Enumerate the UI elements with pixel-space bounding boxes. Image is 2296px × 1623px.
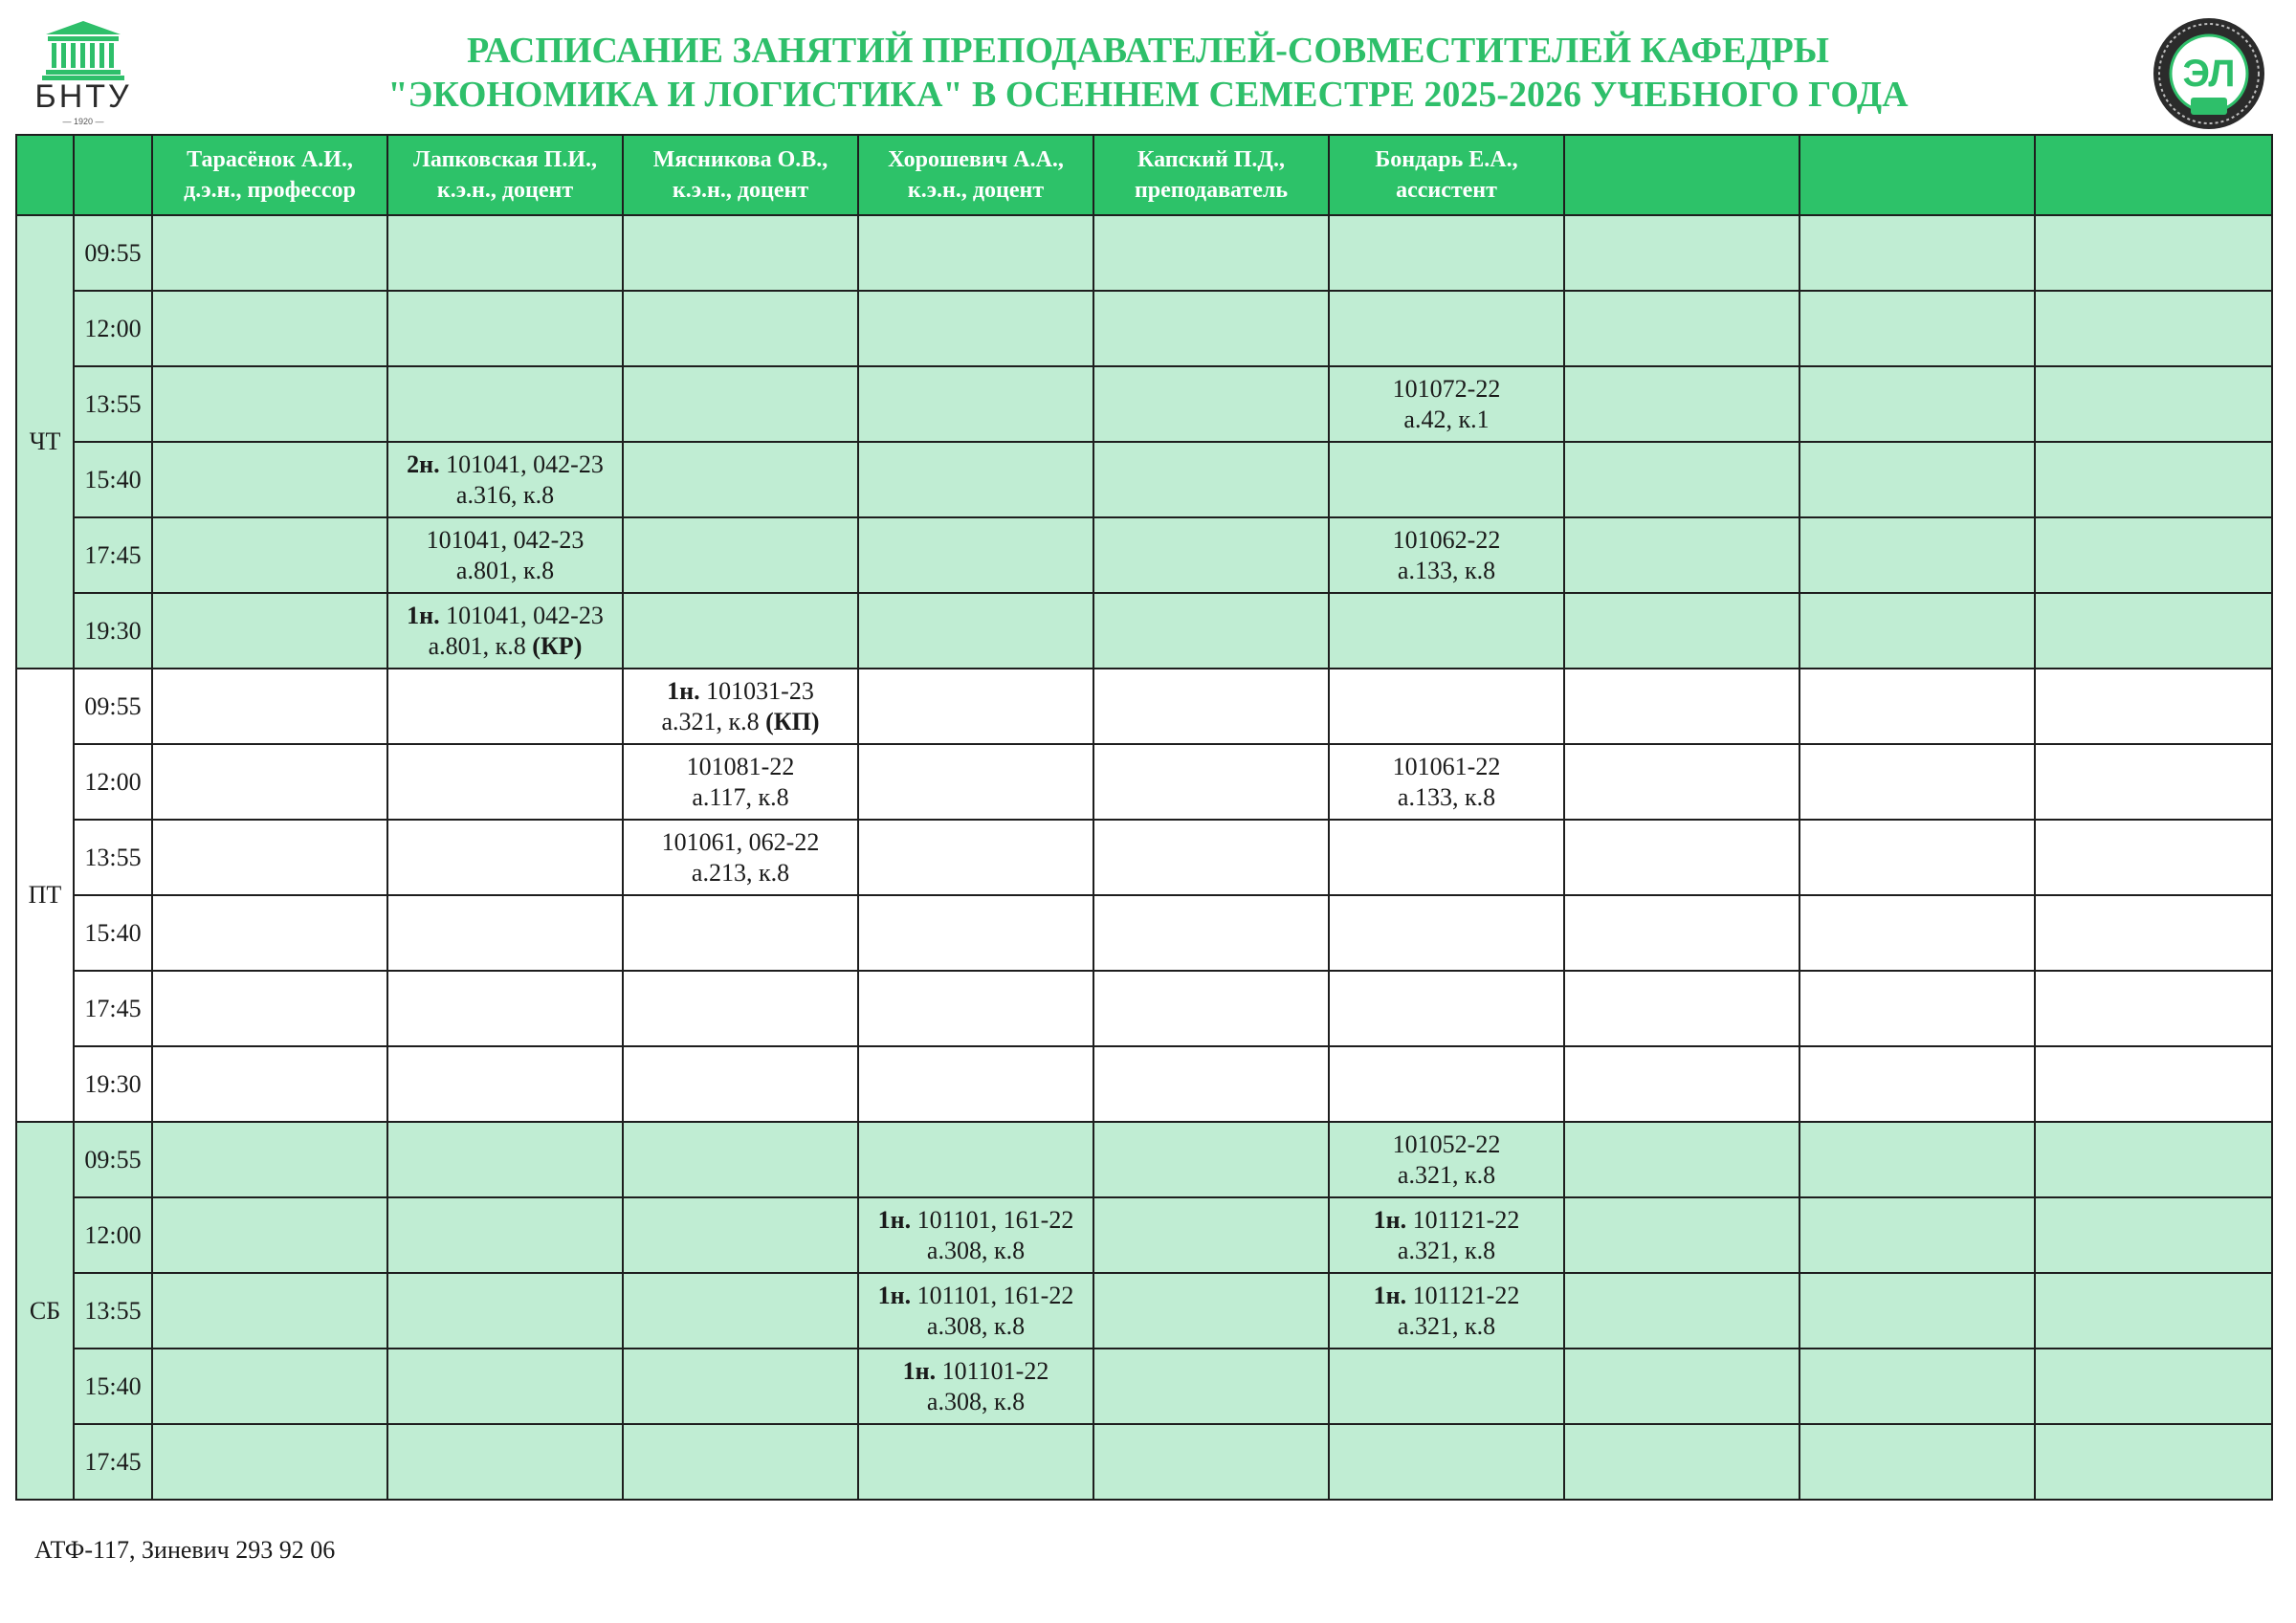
class-group-line (624, 752, 857, 782)
class-entry (387, 442, 623, 517)
empty-cell (1799, 1273, 2035, 1349)
time-slot: 15:40 (74, 1349, 152, 1424)
class-entry (623, 820, 858, 895)
empty-cell (387, 744, 623, 820)
time-slot: 09:55 (74, 1122, 152, 1197)
group-number: 101061, 062-22 (661, 827, 820, 856)
empty-cell (2035, 820, 2272, 895)
empty-cell (1564, 744, 1799, 820)
class-entry (1329, 366, 1564, 442)
class-group-line (1330, 1205, 1563, 1236)
empty-cell (1564, 1273, 1799, 1349)
week-marker: 1н. (667, 676, 700, 705)
header-time-cell (74, 135, 152, 215)
empty-cell (623, 1424, 858, 1500)
room-location: а.321, к.8 (1397, 1160, 1496, 1189)
empty-cell (152, 1273, 387, 1349)
class-room-line (859, 1236, 1093, 1266)
empty-cell (1093, 1424, 1329, 1500)
empty-cell (623, 1273, 858, 1349)
week-marker: 2н. (407, 450, 440, 478)
teacher-degree: д.э.н., профессор (184, 178, 356, 203)
schedule-row (16, 593, 2272, 669)
empty-cell (1093, 1122, 1329, 1197)
time-slot: 19:30 (74, 593, 152, 669)
schedule-row (16, 442, 2272, 517)
empty-cell (1564, 366, 1799, 442)
teacher-degree: ассистент (1396, 178, 1497, 203)
empty-cell (387, 366, 623, 442)
empty-cell (858, 669, 1093, 744)
empty-cell (387, 291, 623, 366)
time-slot: 13:55 (74, 1273, 152, 1349)
empty-cell (2035, 744, 2272, 820)
empty-cell (387, 1046, 623, 1122)
time-slot: 15:40 (74, 895, 152, 971)
class-group-line (859, 1281, 1093, 1311)
class-room-line (1330, 782, 1563, 813)
header-day-cell (16, 135, 74, 215)
teacher-column-header (858, 135, 1093, 215)
class-room-line (859, 1311, 1093, 1342)
teacher-name: Капский П.Д., (1137, 147, 1285, 172)
empty-cell (1564, 1122, 1799, 1197)
empty-cell (1564, 895, 1799, 971)
empty-cell (2035, 442, 2272, 517)
empty-cell (152, 744, 387, 820)
empty-cell (2035, 593, 2272, 669)
empty-cell (623, 366, 858, 442)
empty-cell (1564, 1046, 1799, 1122)
class-group-line (1330, 752, 1563, 782)
empty-cell (1093, 366, 1329, 442)
group-number: 101031-23 (699, 676, 814, 705)
empty-cell (1329, 1424, 1564, 1500)
teacher-degree: преподаватель (1134, 178, 1289, 203)
empty-cell (387, 1273, 623, 1349)
empty-cell (1329, 593, 1564, 669)
empty-cell (623, 215, 858, 291)
teacher-name: Хорошевич А.А., (888, 147, 1064, 172)
time-slot: 17:45 (74, 517, 152, 593)
bntu-logo-year: — 1920 — (62, 117, 104, 126)
schedule-row (16, 669, 2272, 744)
group-number: 101041, 042-23 (439, 450, 604, 478)
class-room-line (388, 556, 622, 586)
empty-cell (1799, 517, 2035, 593)
empty-cell (152, 215, 387, 291)
university-building-icon (42, 19, 124, 80)
teacher-name: Мясникова О.В., (652, 147, 828, 172)
empty-cell (1093, 744, 1329, 820)
empty-cell (1093, 895, 1329, 971)
empty-cell (858, 1122, 1093, 1197)
group-number: 101061-22 (1392, 752, 1501, 780)
class-group-line (1330, 525, 1563, 556)
schedule-table (15, 134, 2273, 1501)
room-location: а.308, к.8 (926, 1387, 1026, 1415)
empty-cell (387, 971, 623, 1046)
empty-cell (1799, 971, 2035, 1046)
teacher-name: Бондарь Е.А., (1375, 147, 1518, 172)
class-entry (387, 517, 623, 593)
empty-cell (858, 517, 1093, 593)
empty-cell (1329, 215, 1564, 291)
empty-cell (1564, 1349, 1799, 1424)
class-entry (387, 593, 623, 669)
empty-cell (1329, 669, 1564, 744)
class-entry (623, 669, 858, 744)
empty-cell (152, 669, 387, 744)
teacher-column-header (387, 135, 623, 215)
class-entry (1329, 1122, 1564, 1197)
group-number: 101101, 161-22 (911, 1281, 1074, 1309)
empty-cell (2035, 1197, 2272, 1273)
room-location: а.321, к.8 (1397, 1236, 1496, 1264)
empty-cell (152, 442, 387, 517)
empty-cell (858, 366, 1093, 442)
teacher-degree: к.э.н., доцент (907, 178, 1045, 203)
class-entry (1329, 744, 1564, 820)
empty-cell (623, 1349, 858, 1424)
schedule-row (16, 1197, 2272, 1273)
class-group-line (388, 601, 622, 631)
empty-cell (152, 291, 387, 366)
time-slot: 12:00 (74, 1197, 152, 1273)
class-room-line (388, 480, 622, 511)
room-location: а.316, к.8 (455, 480, 555, 509)
class-room-line (388, 631, 622, 662)
empty-cell (858, 971, 1093, 1046)
teacher-column-header (623, 135, 858, 215)
class-group-line (624, 676, 857, 707)
empty-cell (1799, 669, 2035, 744)
teacher-name: Тарасёнок А.И., (187, 147, 353, 172)
teacher-column-header (1093, 135, 1329, 215)
empty-cell (1329, 442, 1564, 517)
empty-cell (1564, 517, 1799, 593)
group-number: 101121-22 (1406, 1205, 1520, 1234)
empty-cell (623, 442, 858, 517)
empty-cell (1799, 895, 2035, 971)
teacher-column-header (1799, 135, 2035, 215)
teacher-degree: к.э.н., доцент (436, 178, 574, 203)
empty-cell (152, 593, 387, 669)
empty-cell (623, 593, 858, 669)
bntu-logo-text: БНТУ (34, 78, 132, 115)
class-group-line (624, 827, 857, 858)
empty-cell (1799, 593, 2035, 669)
time-slot: 19:30 (74, 1046, 152, 1122)
schedule-row (16, 291, 2272, 366)
empty-cell (1799, 1424, 2035, 1500)
class-entry (623, 744, 858, 820)
empty-cell (1329, 895, 1564, 971)
group-number: 101062-22 (1392, 525, 1501, 554)
class-room-line (1330, 1236, 1563, 1266)
group-number: 101101, 161-22 (911, 1205, 1074, 1234)
empty-cell (1093, 1349, 1329, 1424)
class-group-line (388, 450, 622, 480)
time-slot: 15:40 (74, 442, 152, 517)
empty-cell (387, 895, 623, 971)
schedule-row (16, 366, 2272, 442)
group-number: 101072-22 (1392, 374, 1501, 403)
class-room-line (1330, 1311, 1563, 1342)
empty-cell (152, 1424, 387, 1500)
week-marker: 1н. (902, 1356, 937, 1385)
empty-cell (1799, 366, 2035, 442)
empty-cell (858, 593, 1093, 669)
empty-cell (387, 1424, 623, 1500)
week-marker: 1н. (407, 601, 440, 629)
empty-cell (387, 669, 623, 744)
class-entry (1329, 1197, 1564, 1273)
empty-cell (1799, 744, 2035, 820)
time-slot: 13:55 (74, 820, 152, 895)
empty-cell (152, 366, 387, 442)
time-slot: 09:55 (74, 669, 152, 744)
room-location: а.321, к.8 (661, 707, 766, 735)
class-group-line (859, 1356, 1093, 1387)
schedule-row (16, 820, 2272, 895)
empty-cell (1799, 215, 2035, 291)
header-row (16, 135, 2272, 215)
empty-cell (152, 1122, 387, 1197)
class-group-line (1330, 374, 1563, 405)
empty-cell (858, 895, 1093, 971)
room-location: а.133, к.8 (1397, 556, 1496, 584)
schedule-row (16, 971, 2272, 1046)
class-entry (858, 1349, 1093, 1424)
empty-cell (1093, 971, 1329, 1046)
room-location: а.117, к.8 (692, 782, 789, 811)
teacher-column-header (1329, 135, 1564, 215)
room-location: а.308, к.8 (926, 1311, 1026, 1340)
department-emblem (2151, 15, 2267, 132)
empty-cell (1093, 1273, 1329, 1349)
empty-cell (152, 517, 387, 593)
empty-cell (1093, 442, 1329, 517)
empty-cell (1329, 971, 1564, 1046)
empty-cell (1799, 1122, 2035, 1197)
empty-cell (1799, 820, 2035, 895)
empty-cell (1564, 971, 1799, 1046)
class-group-line (1330, 1130, 1563, 1160)
empty-cell (623, 971, 858, 1046)
empty-cell (1093, 593, 1329, 669)
week-marker: 1н. (877, 1281, 912, 1309)
schedule-row (16, 744, 2272, 820)
empty-cell (1799, 1046, 2035, 1122)
empty-cell (2035, 215, 2272, 291)
group-number: 101052-22 (1392, 1130, 1501, 1158)
time-slot: 17:45 (74, 1424, 152, 1500)
empty-cell (1564, 820, 1799, 895)
empty-cell (1093, 820, 1329, 895)
empty-cell (623, 291, 858, 366)
empty-cell (2035, 669, 2272, 744)
empty-cell (152, 1197, 387, 1273)
schedule-row (16, 1349, 2272, 1424)
room-location: а.801, к.8 (455, 556, 555, 584)
class-room-line (1330, 556, 1563, 586)
room-location: а.133, к.8 (1397, 782, 1496, 811)
empty-cell (387, 1122, 623, 1197)
empty-cell (1799, 291, 2035, 366)
class-group-line (388, 525, 622, 556)
empty-cell (2035, 971, 2272, 1046)
empty-cell (1799, 442, 2035, 517)
empty-cell (152, 971, 387, 1046)
empty-cell (858, 215, 1093, 291)
group-number: 101101-22 (936, 1356, 1049, 1385)
time-slot: 12:00 (74, 744, 152, 820)
room-location: а.213, к.8 (691, 858, 790, 887)
emblem-letters: ЭЛ (2182, 53, 2236, 95)
empty-cell (1093, 215, 1329, 291)
empty-cell (2035, 291, 2272, 366)
teacher-column-header (152, 135, 387, 215)
schedule-row (16, 517, 2272, 593)
schedule-row (16, 1122, 2272, 1197)
teacher-degree: к.э.н., доцент (672, 178, 809, 203)
empty-cell (2035, 1046, 2272, 1122)
empty-cell (387, 215, 623, 291)
schedule-row (16, 895, 2272, 971)
empty-cell (2035, 517, 2272, 593)
empty-cell (152, 820, 387, 895)
page-title (287, 29, 2009, 117)
empty-cell (2035, 1424, 2272, 1500)
group-number: 101041, 042-23 (426, 525, 585, 554)
week-marker: 1н. (1373, 1205, 1407, 1234)
empty-cell (1564, 1197, 1799, 1273)
teacher-name: Лапковская П.И., (413, 147, 597, 172)
title-line-2: "ЭКОНОМИКА И ЛОГИСТИКА" В ОСЕННЕМ СЕМЕСТРЕ 2025-2026 УЧЕБНОГО ГОДА (387, 75, 1909, 115)
empty-cell (152, 895, 387, 971)
empty-cell (623, 1122, 858, 1197)
empty-cell (1329, 1349, 1564, 1424)
class-entry (1329, 1273, 1564, 1349)
department-emblem-icon (2151, 15, 2267, 132)
empty-cell (1564, 669, 1799, 744)
empty-cell (2035, 1273, 2272, 1349)
empty-cell (623, 517, 858, 593)
empty-cell (858, 1424, 1093, 1500)
time-slot: 13:55 (74, 366, 152, 442)
time-slot: 12:00 (74, 291, 152, 366)
day-label: ЧТ (16, 215, 74, 669)
empty-cell (1093, 517, 1329, 593)
schedule-row (16, 1273, 2272, 1349)
empty-cell (858, 744, 1093, 820)
class-group-line (1330, 1281, 1563, 1311)
class-group-line (859, 1205, 1093, 1236)
empty-cell (152, 1349, 387, 1424)
room-location: а.321, к.8 (1397, 1311, 1496, 1340)
page-header (0, 0, 2296, 134)
group-number: 101041, 042-23 (439, 601, 604, 629)
class-room-line (624, 707, 857, 737)
title-line-1: РАСПИСАНИЕ ЗАНЯТИЙ ПРЕПОДАВАТЕЛЕЙ-СОВМЕСТИТЕЛЕЙ КАФЕДРЫ (467, 31, 1829, 71)
schedule-row (16, 1424, 2272, 1500)
day-label: СБ (16, 1122, 74, 1500)
empty-cell (858, 291, 1093, 366)
time-slot: 09:55 (74, 215, 152, 291)
class-room-line (859, 1387, 1093, 1417)
week-marker: 1н. (1373, 1281, 1407, 1309)
empty-cell (1093, 291, 1329, 366)
empty-cell (858, 1046, 1093, 1122)
bntu-logo (21, 17, 145, 127)
room-location: а.801, к.8 (428, 631, 533, 660)
empty-cell (623, 895, 858, 971)
work-type-marker: (КР) (532, 631, 583, 660)
empty-cell (1329, 1046, 1564, 1122)
empty-cell (1564, 442, 1799, 517)
empty-cell (858, 820, 1093, 895)
room-location: а.308, к.8 (926, 1236, 1026, 1264)
empty-cell (1093, 669, 1329, 744)
empty-cell (1329, 291, 1564, 366)
empty-cell (387, 820, 623, 895)
empty-cell (858, 442, 1093, 517)
work-type-marker: (КП) (765, 707, 820, 735)
empty-cell (387, 1197, 623, 1273)
schedule-row (16, 215, 2272, 291)
class-entry (858, 1197, 1093, 1273)
empty-cell (1093, 1046, 1329, 1122)
room-location: а.42, к.1 (1403, 405, 1490, 433)
empty-cell (1329, 820, 1564, 895)
class-room-line (1330, 1160, 1563, 1191)
empty-cell (623, 1046, 858, 1122)
day-label: ПТ (16, 669, 74, 1122)
empty-cell (1799, 1349, 2035, 1424)
class-entry (858, 1273, 1093, 1349)
empty-cell (1564, 291, 1799, 366)
empty-cell (1564, 215, 1799, 291)
group-number: 101081-22 (686, 752, 795, 780)
time-slot: 17:45 (74, 971, 152, 1046)
empty-cell (1799, 1197, 2035, 1273)
week-marker: 1н. (877, 1205, 912, 1234)
empty-cell (1564, 1424, 1799, 1500)
empty-cell (387, 1349, 623, 1424)
empty-cell (623, 1197, 858, 1273)
group-number: 101121-22 (1406, 1281, 1520, 1309)
empty-cell (152, 1046, 387, 1122)
empty-cell (2035, 366, 2272, 442)
empty-cell (1093, 1197, 1329, 1273)
empty-cell (2035, 1122, 2272, 1197)
empty-cell (1564, 593, 1799, 669)
empty-cell (2035, 1349, 2272, 1424)
class-room-line (624, 782, 857, 813)
footer-contact: АТФ-117, Зиневич 293 92 06 (34, 1536, 336, 1564)
teacher-column-header (1564, 135, 1799, 215)
empty-cell (2035, 895, 2272, 971)
class-entry (1329, 517, 1564, 593)
class-room-line (1330, 405, 1563, 435)
teacher-column-header (2035, 135, 2272, 215)
class-room-line (624, 858, 857, 888)
schedule-row (16, 1046, 2272, 1122)
